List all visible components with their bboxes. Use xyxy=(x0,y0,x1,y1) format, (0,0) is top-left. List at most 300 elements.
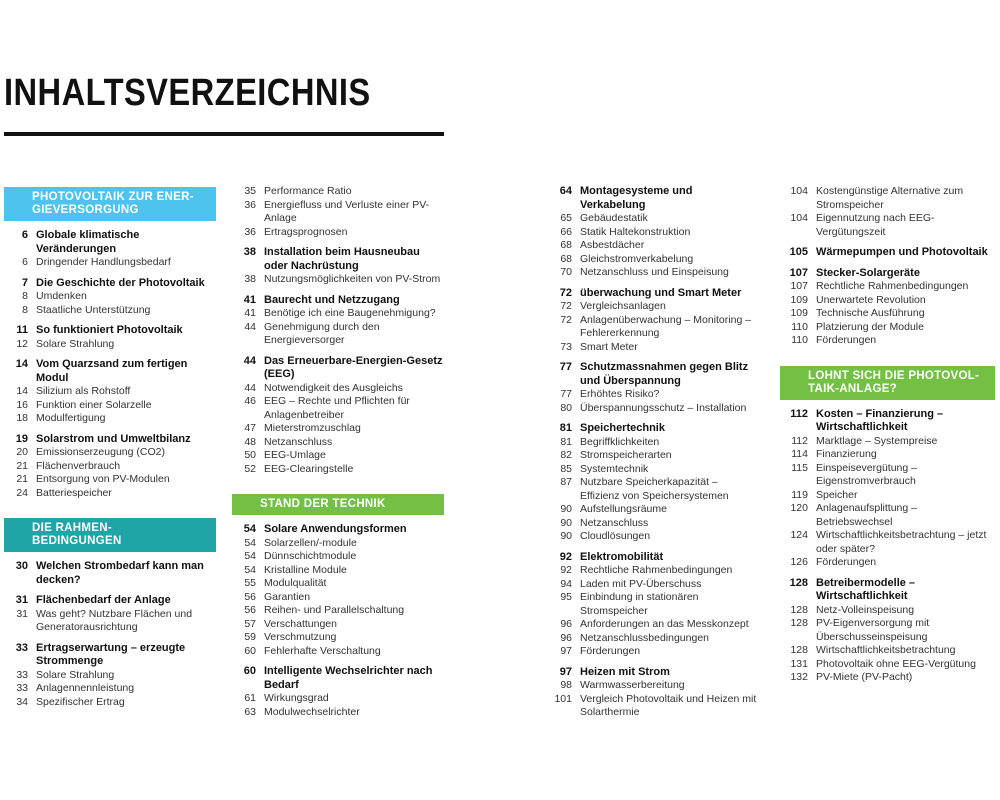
page-number: 12 xyxy=(16,337,28,350)
page-number: 72 xyxy=(559,286,572,299)
toc-subentry[interactable] xyxy=(780,658,995,672)
toc-subentry[interactable] xyxy=(232,185,444,199)
toc-subentry[interactable] xyxy=(548,503,758,517)
toc-chapter-entry[interactable] xyxy=(4,358,216,385)
toc-column-3 xyxy=(548,185,758,720)
page-number: 20 xyxy=(16,446,28,458)
entry-title: Netzanschluss und Einspeisung xyxy=(580,266,729,278)
toc-subentry[interactable] xyxy=(780,671,995,685)
toc-subentry[interactable] xyxy=(548,436,758,450)
toc-subentry[interactable] xyxy=(232,449,444,463)
page-number: 124 xyxy=(790,529,808,541)
page-number: 104 xyxy=(790,185,808,197)
page-number: 64 xyxy=(559,185,572,197)
toc-subentry[interactable] xyxy=(780,212,995,239)
toc-subentry[interactable] xyxy=(232,604,444,618)
toc-subentry[interactable] xyxy=(780,294,995,308)
entry-title: Kristalline Module xyxy=(264,563,347,576)
entry-title: Laden mit PV-Überschuss xyxy=(580,577,702,590)
page-number: 96 xyxy=(560,618,572,630)
entry-title: Netzanschluss xyxy=(264,435,333,448)
entry-title: Anlagenaufsplittung – Betriebswechsel xyxy=(816,502,917,528)
page-number: 119 xyxy=(791,488,808,501)
page-number: 72 xyxy=(560,300,572,312)
page-number: 77 xyxy=(559,361,572,373)
toc-subentry[interactable] xyxy=(548,618,758,632)
entry-title: Überspannungsschutz – Installation xyxy=(580,401,747,414)
toc-subentry[interactable] xyxy=(548,212,758,226)
entry-title: Warmwasserbereitung xyxy=(580,679,685,691)
entry-title: Solare Strahlung xyxy=(36,668,115,681)
page-number: 87 xyxy=(560,476,572,488)
page-number: 68 xyxy=(560,239,572,251)
entry-title: Netzanschluss xyxy=(580,516,649,529)
entry-title: Speichertechnik xyxy=(580,422,665,434)
toc-subentry[interactable] xyxy=(4,669,216,683)
toc-subentry[interactable] xyxy=(548,300,758,314)
page-number: 33 xyxy=(15,641,28,654)
entry-title: Funktion einer Solarzelle xyxy=(36,398,152,411)
toc-column-4 xyxy=(780,185,995,685)
toc-subentry[interactable] xyxy=(4,338,216,352)
page-number: 11 xyxy=(16,324,28,336)
entry-title: Installation beim Hausneubau oder Nachrüstung xyxy=(264,246,420,272)
entry-title: Dringender Handlungsbedarf xyxy=(36,256,171,268)
entry-title: Photovoltaik ohne EEG-Vergütung xyxy=(816,657,976,670)
entry-title: überwachung und Smart Meter xyxy=(580,286,742,299)
toc-subentry[interactable] xyxy=(4,682,216,696)
entry-title: Rechtliche Rahmenbedingungen xyxy=(816,280,969,292)
toc-chapter-entry[interactable] xyxy=(4,594,216,608)
toc-column-1 xyxy=(4,187,216,709)
toc-chapter-entry[interactable] xyxy=(548,185,758,212)
page-number: 110 xyxy=(791,334,808,346)
toc-subentry[interactable] xyxy=(548,314,758,341)
page-number: 126 xyxy=(790,556,808,568)
toc-subentry[interactable] xyxy=(4,487,216,501)
toc-subentry[interactable] xyxy=(780,529,995,556)
toc-subentry[interactable] xyxy=(4,304,216,318)
toc-subentry[interactable] xyxy=(232,422,444,436)
page-number: 77 xyxy=(560,388,572,400)
entry-title: Umdenken xyxy=(36,290,87,302)
entry-title: Statik Haltekonstruktion xyxy=(580,225,691,238)
entry-title: Smart Meter xyxy=(580,340,638,353)
entry-title: Silizium als Rohstoff xyxy=(36,385,131,397)
page-number: 109 xyxy=(790,307,808,319)
page-number: 33 xyxy=(16,682,28,694)
page-number: 92 xyxy=(560,564,572,576)
page-number: 90 xyxy=(560,530,572,542)
page-number: 112 xyxy=(790,407,808,420)
page-number: 112 xyxy=(791,434,808,447)
entry-title: Erhöhtes Risiko? xyxy=(580,388,660,400)
toc-subentry[interactable] xyxy=(232,618,444,632)
page-number: 54 xyxy=(244,550,256,562)
page-title: INHALTSVERZEICHNIS xyxy=(4,72,371,114)
page-number: 31 xyxy=(15,594,28,606)
entry-title: Wirtschaftlichkeitsbetrachtung – jetzt oder später? xyxy=(816,529,987,555)
page-number: 50 xyxy=(244,449,256,461)
entry-title: Förderungen xyxy=(580,645,641,657)
toc-chapter-entry[interactable] xyxy=(4,433,216,447)
page-number: 21 xyxy=(16,473,28,485)
toc-subentry[interactable] xyxy=(232,463,444,477)
toc-subentry[interactable] xyxy=(232,692,444,706)
toc-chapter-entry[interactable] xyxy=(548,666,758,680)
entry-title: Elektromobilität xyxy=(580,550,664,563)
entry-title: Nutzbare Speicherkapazität – Effizienz von Speichersystemen xyxy=(580,476,729,502)
page-number: 90 xyxy=(560,503,572,515)
entry-title: Wirkungsgrad xyxy=(264,692,329,704)
section-banner: DIE RAHMEN- BEDINGUNGEN xyxy=(4,518,216,552)
page-number: 44 xyxy=(244,381,256,394)
page-number: 128 xyxy=(790,603,808,616)
toc-subentry[interactable] xyxy=(780,617,995,644)
page-number: 95 xyxy=(560,591,572,603)
entry-title: Wirtschaftlichkeitsbetrachtung xyxy=(816,644,956,656)
page-number: 80 xyxy=(560,401,572,414)
entry-title: Eigennutzung nach EEG-Vergütungszeit xyxy=(816,212,935,238)
entry-title: Dünnschichtmodule xyxy=(264,550,357,562)
toc-subentry[interactable] xyxy=(780,307,995,321)
title-underline xyxy=(4,132,444,136)
toc-subentry[interactable] xyxy=(548,632,758,646)
toc-subentry[interactable] xyxy=(548,530,758,544)
toc-subentry[interactable] xyxy=(780,462,995,489)
toc-subentry[interactable] xyxy=(548,341,758,355)
page-number: 81 xyxy=(560,435,572,448)
page-number: 36 xyxy=(244,225,256,238)
page-number: 66 xyxy=(560,225,572,238)
page-number: 24 xyxy=(16,486,28,499)
toc-subentry[interactable] xyxy=(548,679,758,693)
entry-title: Anlagenüberwachung – Monitoring – Fehlererkennung xyxy=(580,313,752,339)
page-number: 94 xyxy=(560,577,572,590)
entry-title: Solarzellen/-module xyxy=(264,536,357,549)
toc-subentry[interactable] xyxy=(548,693,758,720)
toc-subentry[interactable] xyxy=(4,256,216,270)
page-number: 109 xyxy=(790,293,808,306)
page-number: 48 xyxy=(244,435,256,448)
entry-title: Heizen mit Strom xyxy=(580,665,670,678)
entry-title: Das Erneuerbare-Energien-Gesetz (EEG) xyxy=(264,354,443,380)
toc-subentry[interactable] xyxy=(548,226,758,240)
page-number: 47 xyxy=(244,422,256,434)
entry-title: Betreibermodelle – Wirtschaftlichkeit xyxy=(816,576,916,602)
toc-chapter-entry[interactable] xyxy=(780,246,995,260)
page-number: 6 xyxy=(22,256,28,268)
entry-title: Batteriespeicher xyxy=(36,486,112,499)
toc-subentry[interactable] xyxy=(4,446,216,460)
entry-title: Die Geschichte der Photovoltaik xyxy=(36,276,205,289)
toc-subentry[interactable] xyxy=(232,537,444,551)
toc-subentry[interactable] xyxy=(232,577,444,591)
page-number: 63 xyxy=(244,705,256,718)
toc-subentry[interactable] xyxy=(232,307,444,321)
page-number: 60 xyxy=(244,644,256,657)
toc-subentry[interactable] xyxy=(232,226,444,240)
entry-title: Netzanschlussbedingungen xyxy=(580,631,710,644)
entry-title: Vergleich Photovoltaik und Heizen mit Solarthermie xyxy=(580,692,757,718)
entry-title: Benötige ich eine Baugenehmigung? xyxy=(264,307,436,319)
toc-subentry[interactable] xyxy=(4,290,216,304)
toc-subentry[interactable] xyxy=(548,266,758,280)
toc-subentry[interactable] xyxy=(4,696,216,710)
toc-subentry[interactable] xyxy=(4,473,216,487)
page-number: 14 xyxy=(16,385,28,397)
toc-subentry[interactable] xyxy=(548,463,758,477)
toc-chapter-entry[interactable] xyxy=(548,551,758,565)
entry-title: Stromspeicherarten xyxy=(580,449,672,461)
entry-title: Rechtliche Rahmenbedingungen xyxy=(580,564,733,576)
entry-title: Modulfertigung xyxy=(36,412,106,424)
entry-title: Notwendigkeit des Ausgleichs xyxy=(264,381,403,394)
entry-title: Vergleichsanlagen xyxy=(580,300,666,312)
page-number: 35 xyxy=(244,185,256,197)
entry-title: Speicher xyxy=(816,488,858,501)
page-number: 107 xyxy=(790,280,808,292)
page-number: 57 xyxy=(244,617,256,630)
section-banner: LOHNT SICH DIE PHOTOVOL- TAIK-ANLAGE? xyxy=(780,366,995,400)
page-number: 38 xyxy=(244,273,256,285)
entry-title: Anlagennennleistung xyxy=(36,682,135,694)
toc-subentry[interactable] xyxy=(780,502,995,529)
page-number: 61 xyxy=(244,692,256,704)
entry-title: Performance Ratio xyxy=(264,185,352,197)
page-number: 56 xyxy=(244,604,256,616)
entry-title: Flächenbedarf der Anlage xyxy=(36,594,171,606)
toc-subentry[interactable] xyxy=(232,395,444,422)
toc-chapter-entry[interactable] xyxy=(232,246,444,273)
entry-title: Gebäudestatik xyxy=(580,212,648,224)
toc-chapter-entry[interactable] xyxy=(548,361,758,388)
toc-subentry[interactable] xyxy=(780,280,995,294)
entry-title: Intelligente Wechselrichter nach Bedarf xyxy=(264,665,433,691)
page-number: 18 xyxy=(16,412,28,424)
page-number: 7 xyxy=(21,276,28,289)
toc-subentry[interactable] xyxy=(548,476,758,503)
toc-subentry[interactable] xyxy=(548,517,758,531)
page-number: 128 xyxy=(790,617,808,629)
entry-title: Systemtechnik xyxy=(580,462,649,475)
toc-subentry[interactable] xyxy=(780,185,995,212)
toc-chapter-entry[interactable] xyxy=(4,324,216,338)
toc-subentry[interactable] xyxy=(780,448,995,462)
section-banner: PHOTOVOLTAIK ZUR ENER- GIEVERSORGUNG xyxy=(4,187,216,221)
toc-subentry[interactable] xyxy=(780,644,995,658)
toc-subentry[interactable] xyxy=(232,564,444,578)
entry-title: Einbindung in stationären Stromspeicher xyxy=(580,591,699,617)
entry-title: Montagesysteme und Verkabelung xyxy=(580,185,693,211)
page-number: 59 xyxy=(244,631,256,643)
toc-subentry[interactable] xyxy=(780,556,995,570)
entry-title: So funktioniert Photovoltaik xyxy=(36,324,183,336)
toc-chapter-entry[interactable] xyxy=(232,294,444,308)
entry-title: Mieterstromzuschlag xyxy=(264,422,361,434)
toc-chapter-entry[interactable] xyxy=(232,665,444,692)
page-number: 73 xyxy=(560,340,572,353)
toc-subentry[interactable] xyxy=(780,334,995,348)
entry-title: Förderungen xyxy=(816,334,877,346)
entry-title: Einspeisevergütung – Eigenstromverbrauch xyxy=(816,461,917,487)
page-number: 44 xyxy=(243,354,256,367)
toc-subentry[interactable] xyxy=(4,385,216,399)
page-number: 72 xyxy=(560,313,572,326)
page-number: 8 xyxy=(22,303,28,316)
page-number: 38 xyxy=(243,246,256,258)
section-banner: STAND DER TECHNIK xyxy=(232,494,444,515)
entry-title: Fehlerhafte Verschaltung xyxy=(264,644,381,657)
toc-subentry[interactable] xyxy=(780,489,995,503)
toc-subentry[interactable] xyxy=(548,591,758,618)
page-number: 128 xyxy=(789,576,808,589)
entry-title: Technische Ausführung xyxy=(816,307,925,319)
entry-title: Förderungen xyxy=(816,556,877,568)
page-number: 107 xyxy=(789,266,808,279)
entry-title: Netz-Volleinspeisung xyxy=(816,603,915,616)
toc-chapter-entry[interactable] xyxy=(548,422,758,436)
page-number: 54 xyxy=(244,563,256,576)
page-number: 92 xyxy=(559,550,572,563)
entry-title: Wärmepumpen und Photovoltaik xyxy=(816,246,988,258)
entry-title: Reihen- und Parallelschaltung xyxy=(264,604,405,616)
entry-title: Anforderungen an das Messkonzept xyxy=(580,618,749,630)
page-number: 30 xyxy=(15,560,28,572)
entry-title: Was geht? Nutzbare Flächen und Generatorausrichtung xyxy=(36,607,193,633)
toc-chapter-entry[interactable] xyxy=(548,287,758,301)
toc-subentry[interactable] xyxy=(232,631,444,645)
toc-subentry[interactable] xyxy=(232,273,444,287)
toc-chapter-entry[interactable] xyxy=(4,560,216,587)
page-number: 55 xyxy=(244,577,256,589)
toc-subentry[interactable] xyxy=(780,604,995,618)
toc-subentry[interactable] xyxy=(548,564,758,578)
entry-title: EEG – Rechte und Pflichten für Anlagenbetreiber xyxy=(264,395,410,421)
entry-title: Platzierung der Module xyxy=(816,320,924,333)
toc-subentry[interactable] xyxy=(548,578,758,592)
page-number: 81 xyxy=(559,422,572,434)
page-number: 14 xyxy=(15,358,28,370)
entry-title: Solare Strahlung xyxy=(36,337,115,350)
entry-title: Ertragserwartung – erzeugte Strommenge xyxy=(36,641,186,667)
toc-column-2 xyxy=(232,185,444,719)
page-number: 97 xyxy=(559,665,572,678)
entry-title: Energiefluss und Verluste einer PV-Anlage xyxy=(264,198,430,224)
toc-subentry[interactable] xyxy=(780,321,995,335)
page-number: 120 xyxy=(790,502,808,514)
entry-title: Welchen Strombedarf kann man decken? xyxy=(36,560,204,586)
entry-title: Garantien xyxy=(264,590,311,603)
page-number: 16 xyxy=(16,398,28,411)
toc-subentry[interactable] xyxy=(232,706,444,720)
page-number: 104 xyxy=(790,212,808,224)
toc-subentry[interactable] xyxy=(232,436,444,450)
toc-chapter-entry[interactable] xyxy=(232,523,444,537)
entry-title: Cloudlösungen xyxy=(580,530,651,542)
toc-chapter-entry[interactable] xyxy=(232,355,444,382)
entry-title: Nutzungsmöglichkeiten von PV-Strom xyxy=(264,273,441,285)
page-number: 31 xyxy=(16,607,28,620)
toc-chapter-entry[interactable] xyxy=(4,229,216,256)
toc-subentry[interactable] xyxy=(548,449,758,463)
toc-subentry[interactable] xyxy=(232,382,444,396)
entry-title: PV-Miete (PV-Pacht) xyxy=(816,671,913,683)
page-number: 41 xyxy=(243,293,256,306)
page-number: 21 xyxy=(16,459,28,472)
entry-title: Asbestdächer xyxy=(580,239,645,251)
entry-title: Marktlage – Systempreise xyxy=(816,434,938,447)
entry-title: Baurecht und Netzzugang xyxy=(264,293,400,306)
entry-title: Staatliche Unterstützung xyxy=(36,303,151,316)
toc-subentry[interactable] xyxy=(4,412,216,426)
toc-subentry[interactable] xyxy=(548,239,758,253)
page-number: 132 xyxy=(790,671,808,683)
toc-subentry[interactable] xyxy=(232,591,444,605)
page-number: 85 xyxy=(560,462,572,475)
toc-subentry[interactable] xyxy=(4,399,216,413)
page-number: 6 xyxy=(21,229,28,241)
page-number: 36 xyxy=(244,198,256,211)
page-number: 128 xyxy=(790,644,808,656)
toc-subentry[interactable] xyxy=(548,645,758,659)
entry-title: PV-Eigenversorgung mit Überschusseinspeisung xyxy=(816,617,930,643)
toc-chapter-entry[interactable] xyxy=(780,408,995,435)
entry-title: Finanzierung xyxy=(816,448,877,460)
page-number: 19 xyxy=(15,432,28,445)
page-number: 52 xyxy=(244,462,256,475)
page-number: 131 xyxy=(790,657,808,670)
entry-title: Solare Anwendungsformen xyxy=(264,523,407,535)
toc-subentry[interactable] xyxy=(232,645,444,659)
entry-title: Entsorgung von PV-Modulen xyxy=(36,473,170,485)
entry-title: Kostengünstige Alternative zum Stromspeicher xyxy=(816,185,964,211)
page-number: 60 xyxy=(243,665,256,677)
toc-chapter-entry[interactable] xyxy=(4,277,216,291)
page-number: 8 xyxy=(22,290,28,302)
toc-subentry[interactable] xyxy=(4,608,216,635)
entry-title: Flächenverbrauch xyxy=(36,459,121,472)
toc-subentry[interactable] xyxy=(780,435,995,449)
entry-title: Stecker-Solargeräte xyxy=(816,266,920,279)
toc-subentry[interactable] xyxy=(548,388,758,402)
page-number: 90 xyxy=(560,516,572,529)
page-number: 68 xyxy=(560,252,572,265)
toc-subentry[interactable] xyxy=(232,321,444,348)
toc-chapter-entry[interactable] xyxy=(780,267,995,281)
toc-chapter-entry[interactable] xyxy=(4,642,216,669)
toc-subentry[interactable] xyxy=(548,253,758,267)
toc-subentry[interactable] xyxy=(232,550,444,564)
entry-title: Gleichstromverkabelung xyxy=(580,252,694,265)
page-number: 41 xyxy=(244,307,256,319)
page-number: 110 xyxy=(791,320,808,333)
page-number: 115 xyxy=(791,461,808,474)
toc-chapter-entry[interactable] xyxy=(780,577,995,604)
toc-subentry[interactable] xyxy=(232,199,444,226)
entry-title: Solarstrom und Umweltbilanz xyxy=(36,432,191,445)
page-number: 46 xyxy=(244,395,256,407)
page-number: 56 xyxy=(244,590,256,603)
entry-title: Kosten – Finanzierung – Wirtschaftlichkeit xyxy=(816,407,944,433)
page-number: 96 xyxy=(560,631,572,644)
toc-subentry[interactable] xyxy=(4,460,216,474)
page-number: 114 xyxy=(791,448,808,460)
entry-title: Ertragsprognosen xyxy=(264,225,348,238)
page-number: 82 xyxy=(560,449,572,461)
toc-subentry[interactable] xyxy=(548,402,758,416)
entry-title: Spezifischer Ertrag xyxy=(36,695,125,708)
